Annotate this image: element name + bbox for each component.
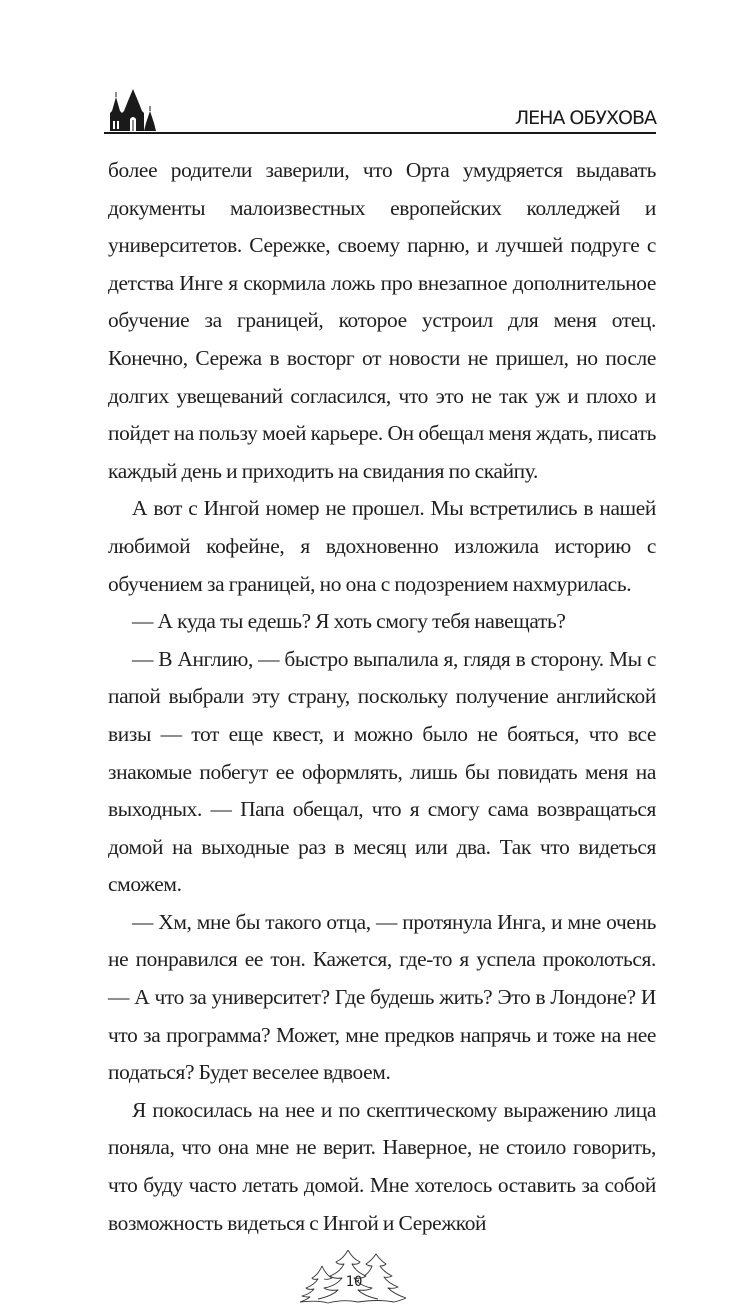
- body-text: [108, 152, 656, 1242]
- dialogue-line: — В Англию, — быстро выпалила я, глядя в сторону. Мы с папой выбрали эту страну, поскольку получение английской визы — тот еще квест, и можно было не бояться, что все знакомые побегут ее оформлять, лишь бы повидать меня на выходных. — Папа обещал, что я смогу сама возвращаться домой на выходные раз в месяц или два. Так что видеться сможем.: [108, 646, 656, 897]
- paragraph: Я покосилась на нее и по скептическому выражению лица поняла, что она мне не верит. Наверное, не стоило говорить, что буду часто летать домой. Мне хотелось оставить за собой возможность видеться с Ингой и Сережкой: [108, 1097, 656, 1235]
- author-name: ЛЕНА ОБУХОВА: [514, 107, 656, 129]
- paragraph: более родители заверили, что Орта умудряется выдавать документы малоизвестных европейских колледжей и университетов. Сережке, своему парню, и лучшей подруге с детства Инге я скормила ложь про внезапное дополнительное обучение за границей, которое устроил для меня отец. Конечно, Сережа в восторг от новости не пришел, но после долгих увещеваний согласился, что это не так уж и плохо и пойдет на пользу моей карьере. Он обещал меня ждать, писать каждый день и приходить на свидания по скайпу.: [108, 158, 656, 483]
- page-footer: [298, 1250, 410, 1310]
- page-number: 10: [345, 1274, 363, 1291]
- dialogue-line: — Хм, мне бы такого отца, — протянула Инга, и мне очень не понравился ее тон. Кажется, где-то я успела проколоться. — А что за университет? Где будешь жить? Это в Лондоне? И что за программа? Может, мне предков напрячь и тоже на нее податься? Будет веселее вдвоем.: [108, 909, 656, 1085]
- dialogue-line: — А куда ты едешь? Я хоть смогу тебя навещать?: [132, 609, 566, 634]
- paragraph: А вот с Ингой номер не прошел. Мы встретились в нашей любимой кофейне, я вдохновенно изложила историю с обучением за границей, но она с подозрением нахмурилась.: [108, 496, 656, 596]
